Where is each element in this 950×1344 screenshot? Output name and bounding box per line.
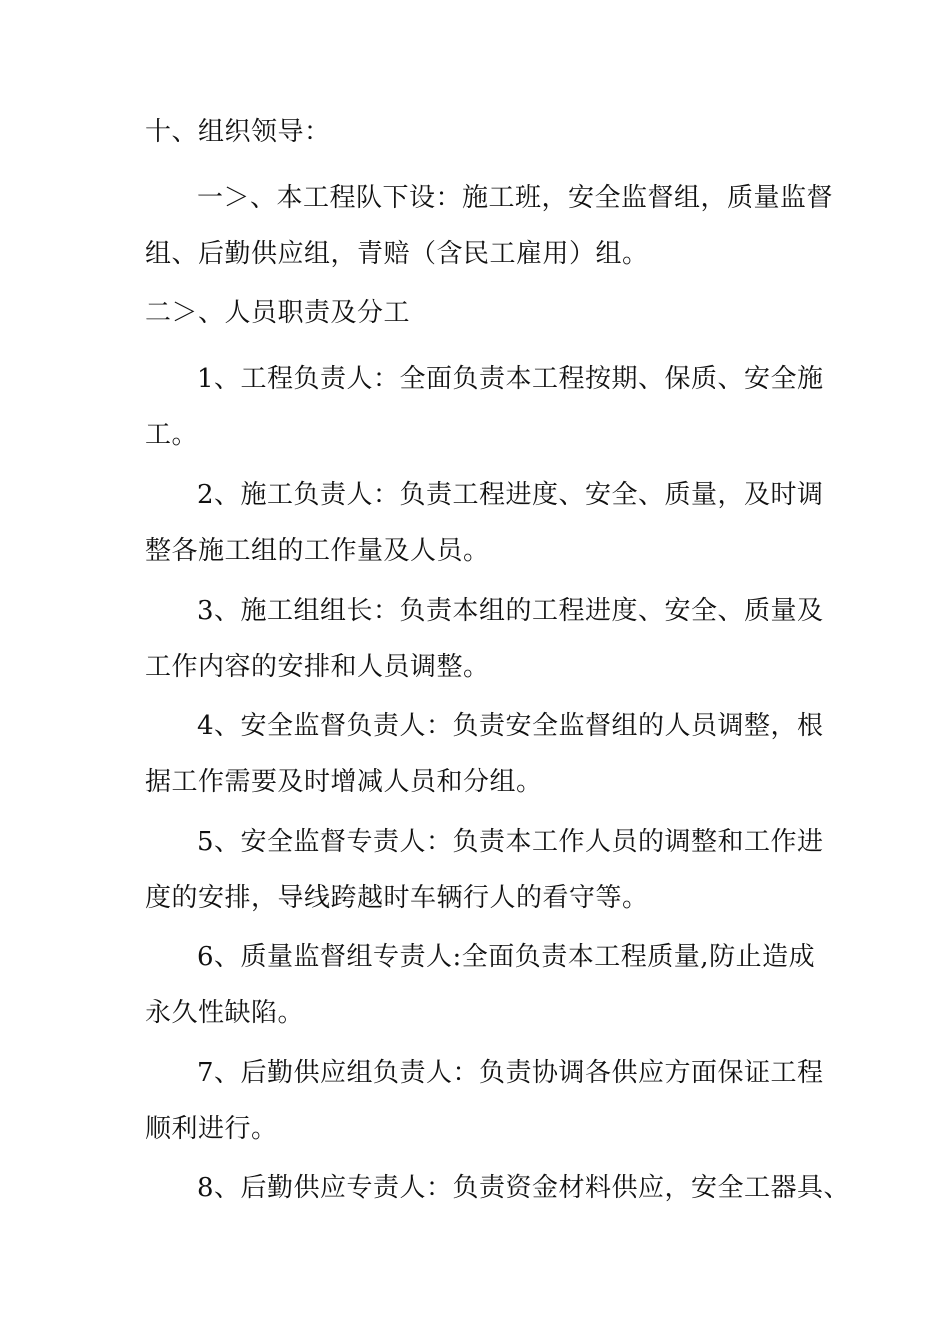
- list-item-line: 8、后勤供应专责人：负责资金材料供应，安全工器具、: [197, 1173, 851, 1203]
- subsection-heading-text: 二＞、人员职责及分工: [145, 298, 411, 328]
- list-item: [145, 814, 824, 926]
- list-item-line: 永久性缺陷。: [145, 998, 305, 1028]
- list-item: [145, 583, 824, 695]
- list-item-line: 2、施工负责人：负责工程进度、安全、质量，及时调: [197, 480, 824, 510]
- list-item: [145, 351, 824, 463]
- list-item: [145, 929, 816, 1041]
- list-item-line: 顺利进行。: [145, 1114, 278, 1144]
- list-item: [145, 698, 824, 810]
- heading-text: 十、组织领导：: [145, 117, 331, 147]
- list-item-line: 整各施工组的工作量及人员。: [145, 536, 490, 566]
- section-heading: [145, 104, 810, 160]
- list-item-line: 工作内容的安排和人员调整。: [145, 652, 490, 682]
- list-item: [145, 1160, 851, 1216]
- paragraph-line: 一＞、本工程队下设：施工班，安全监督组，质量监督: [197, 183, 834, 213]
- subsection-heading: [145, 285, 810, 341]
- paragraph-line: 组、后勤供应组，青赔（含民工雇用）组。: [145, 239, 649, 269]
- list-item-line: 7、后勤供应组负责人：负责协调各供应方面保证工程: [197, 1058, 824, 1088]
- list-item-line: 4、安全监督负责人：负责安全监督组的人员调整，根: [197, 711, 824, 741]
- list-item-line: 度的安排，导线跨越时车辆行人的看守等。: [145, 883, 649, 913]
- list-item-line: 3、施工组组长：负责本组的工程进度、安全、质量及: [197, 596, 824, 626]
- list-item-line: 6、质量监督组专责人:全面负责本工程质量,防止造成: [197, 942, 816, 972]
- list-item-line: 5、安全监督专责人：负责本工作人员的调整和工作进: [197, 827, 824, 857]
- list-item: [145, 1045, 824, 1157]
- list-item: [145, 467, 824, 579]
- list-item-line: 1、工程负责人：全面负责本工程按期、保质、安全施: [197, 364, 824, 394]
- paragraph-organization: [145, 170, 834, 282]
- list-item-line: 据工作需要及时增减人员和分组。: [145, 767, 543, 797]
- list-item-line: 工。: [145, 420, 199, 450]
